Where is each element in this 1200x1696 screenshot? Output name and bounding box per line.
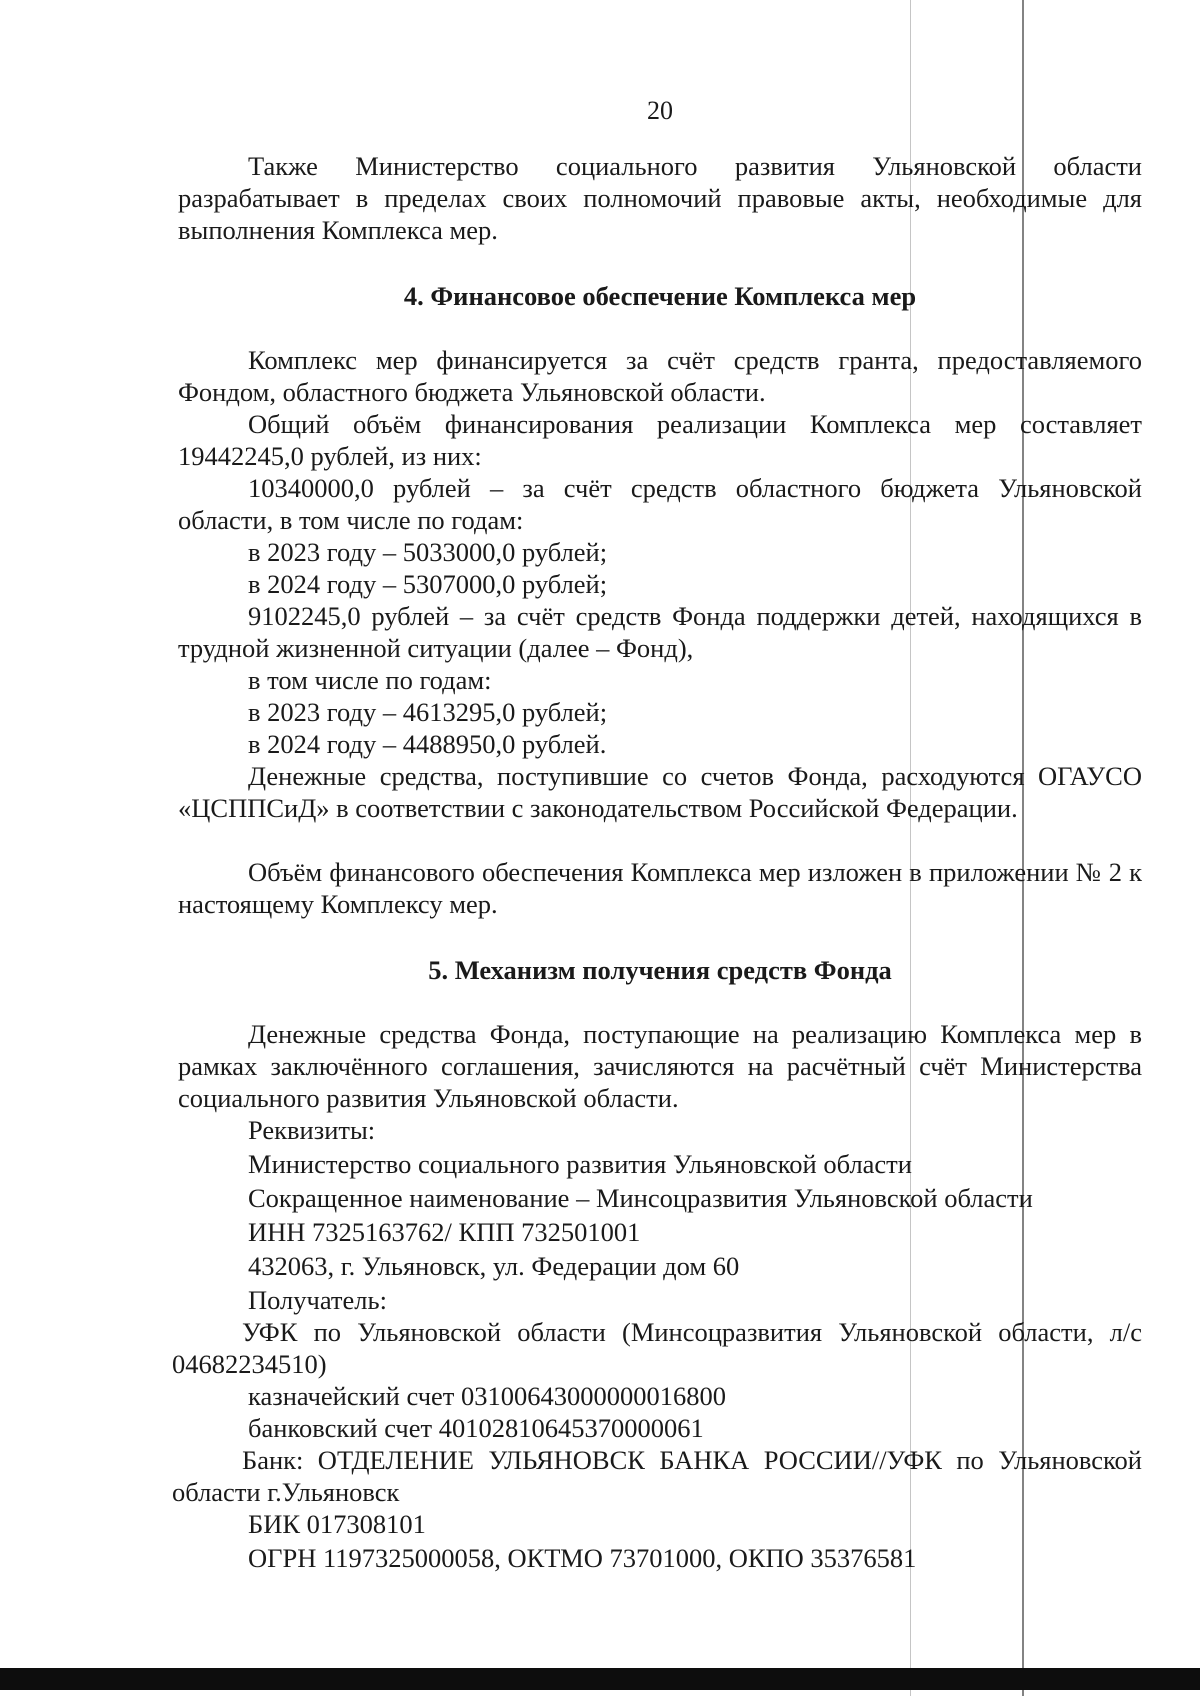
section-4-paragraph-5: Денежные средства, поступившие со счетов Фонда, расходуются ОГАУСО «ЦСППСиД» в соответствии с законодательством Российской Федерации. <box>178 761 1142 823</box>
ogrn-oktmo-okpo: ОГРН 1197325000058, ОКТМО 73701000, ОКПО 35376581 <box>248 1543 917 1573</box>
section-4-paragraph-3: 10340000,0 рублей – за счёт средств областного бюджета Ульяновской области, в том числе по годам: <box>178 473 1142 535</box>
scan-artifact-line <box>910 0 911 1696</box>
bank-account: банковский счет 40102810645370000061 <box>248 1413 704 1443</box>
inn-kpp: ИНН 7325163762/ КПП 732501001 <box>248 1217 641 1247</box>
fund-2024: в 2024 году – 4488950,0 рублей. <box>248 729 607 759</box>
by-years-label: в том числе по годам: <box>248 665 492 695</box>
section-4-heading: 4. Финансовое обеспечение Комплекса мер <box>403 281 917 311</box>
address: 432063, г. Ульяновск, ул. Федерации дом 60 <box>248 1251 740 1281</box>
requisites-label: Реквизиты: <box>248 1115 376 1145</box>
recipient: УФК по Ульяновской области (Минсоцразвития Ульяновской области, л/с 04682234510) <box>172 1317 1142 1379</box>
section-4-paragraph-4: 9102245,0 рублей – за счёт средств Фонда поддержки детей, находящихся в трудной жизненной ситуации (далее – Фонд), <box>178 601 1142 663</box>
section-4-paragraph-2: Общий объём финансирования реализации Комплекса мер составляет 19442245,0 рублей, из них: <box>178 409 1142 471</box>
recipient-label: Получатель: <box>248 1285 387 1315</box>
intro-paragraph: Также Министерство социального развития Ульяновской области разрабатывает в пределах своих полномочий правовые акты, необходимые для выполнения Комплекса мер. <box>178 151 1142 245</box>
scan-bottom-edge <box>0 1668 1200 1690</box>
org-name: Министерство социального развития Ульяновской области <box>248 1149 912 1179</box>
scan-artifact-line <box>1022 0 1024 1696</box>
short-name: Сокращенное наименование – Минсоцразвития Ульяновской области <box>248 1183 1033 1213</box>
fund-2023: в 2023 году – 4613295,0 рублей; <box>248 697 608 727</box>
bank: Банк: ОТДЕЛЕНИЕ УЛЬЯНОВСК БАНКА РОССИИ//УФК по Ульяновской области г.Ульяновск <box>172 1445 1142 1507</box>
page-number: 20 <box>647 96 673 125</box>
section-4-paragraph-1: Комплекс мер финансируется за счёт средств гранта, предоставляемого Фондом, областного бюджета Ульяновской области. <box>178 345 1142 407</box>
regional-budget-2023: в 2023 году – 5033000,0 рублей; <box>248 537 608 567</box>
bik: БИК 017308101 <box>248 1509 426 1539</box>
section-4-paragraph-6: Объём финансового обеспечения Комплекса мер изложен в приложении № 2 к настоящему Комплексу мер. <box>178 857 1142 919</box>
section-5-paragraph-1: Денежные средства Фонда, поступающие на реализацию Комплекса мер в рамках заключённого соглашения, зачисляются на расчётный счёт Министерства социального развития Ульяновской области. <box>178 1019 1142 1113</box>
section-5-heading: 5. Механизм получения средств Фонда <box>428 955 892 985</box>
regional-budget-2024: в 2024 году – 5307000,0 рублей; <box>248 569 608 599</box>
treasury-account: казначейский счет 03100643000000016800 <box>248 1381 727 1411</box>
